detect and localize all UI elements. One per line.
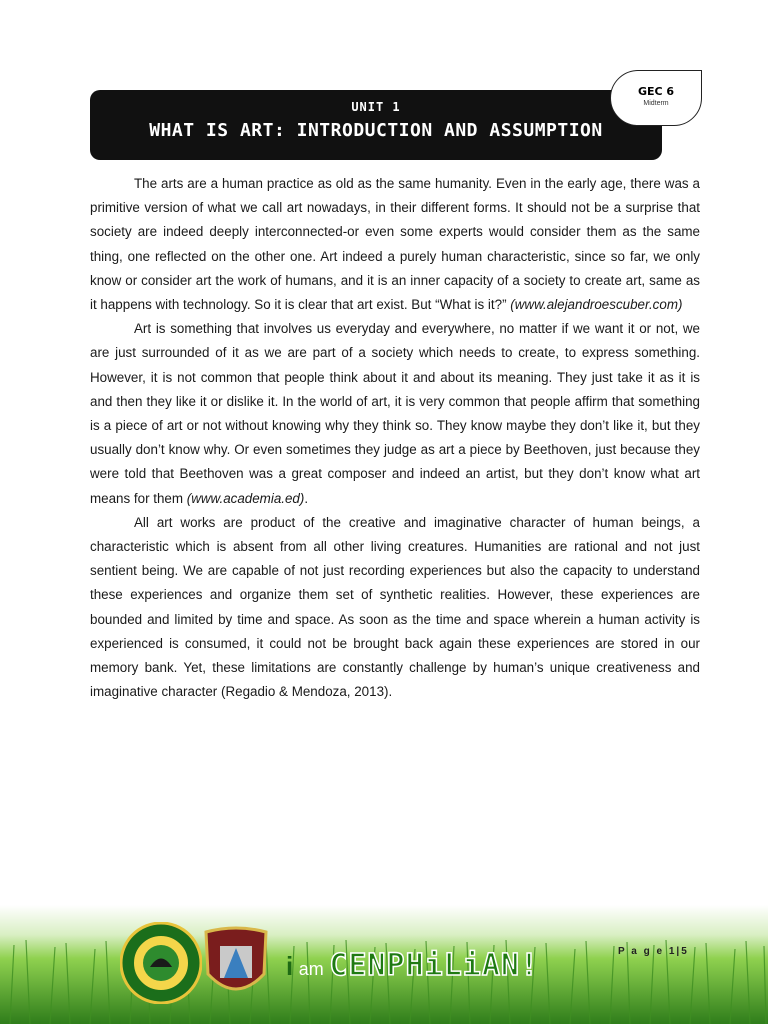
page-number <box>618 946 689 957</box>
unit-title: WHAT IS ART: INTRODUCTION AND ASSUMPTION <box>149 120 603 141</box>
page-separator: | <box>676 946 682 957</box>
slogan <box>286 948 539 983</box>
page-current: 1 <box>668 946 677 957</box>
paragraph-2-end: . <box>304 490 309 506</box>
page-total: 5 <box>681 946 689 957</box>
course-tag <box>610 70 702 126</box>
citation-academia: (www.academia.ed) <box>186 490 305 506</box>
paragraph-3-text: All art works are product of the creative and imaginative character of human beings, a characteristic which is absent from all other living creatures. Humanities are rational and not just sentient being. We are capable of not just recording experiences but also the capacity to understand these experiences and organize them set of synthetic realities. However, these experiences are bounded and limited by time and space. As soon as the time and space wherein a human activity is experienced is consumed, it could not be brought back again these experiences are stored in our memory bank. Yet, these limitations are constantly challenge by human’s unique creativeness and imaginative character (Regadio & Mendoza, 2013). <box>90 514 700 700</box>
unit-label: UNIT 1 <box>351 100 401 114</box>
slogan-i: i <box>286 951 294 981</box>
slogan-am: am <box>298 959 324 979</box>
term-label: Midterm <box>643 100 669 107</box>
slogan-brand: CENPHiLiAN! <box>329 948 540 983</box>
college-seal-icon <box>202 926 270 1002</box>
page-label: P a g e <box>618 946 665 957</box>
paragraph-1 <box>90 172 700 317</box>
paragraph-2-text: Art is something that involves us everyday and everywhere, no matter if we want it or not, we are just surrounded of it as we are part of a society which needs to create, to express something. However, it is not common that people think about it and about its meaning. They just take it as it is and then they like it or dislike it. In the world of art, it is very common that people affirm that something is a piece of art or not without knowing why they think so. They know maybe they don’t like it, but they usually don’t know why. Or even sometimes they judge as art a piece by Beethoven, just because they were told that Beethoven was a great composer and indeed an artist, but they don’t know what art means for them <box>90 321 700 506</box>
unit-banner <box>90 90 662 160</box>
article-body <box>90 172 700 704</box>
course-code: GEC 6 <box>637 85 675 98</box>
citation-alejandroescuber: (www.alejandroescuber.com) <box>510 297 683 313</box>
paragraph-3 <box>90 511 700 705</box>
paragraph-2 <box>90 317 700 511</box>
university-seal-icon <box>120 922 202 1004</box>
paragraph-1-text: The arts are a human practice as old as the same humanity. Even in the early age, there was a primitive version of what we call art nowadays, in their different forms. It should not be a surprise that society are indeed deeply interconnected-or even some experts would consider them as the same thing, one reflected on the other one. Art indeed a purely human characteristic, since so far, we only know or consider art the work of humans, and it is an inner capacity of a society to create art, same as it happens with technology. So it is clear that art exist. But “What is it?” <box>90 176 700 313</box>
